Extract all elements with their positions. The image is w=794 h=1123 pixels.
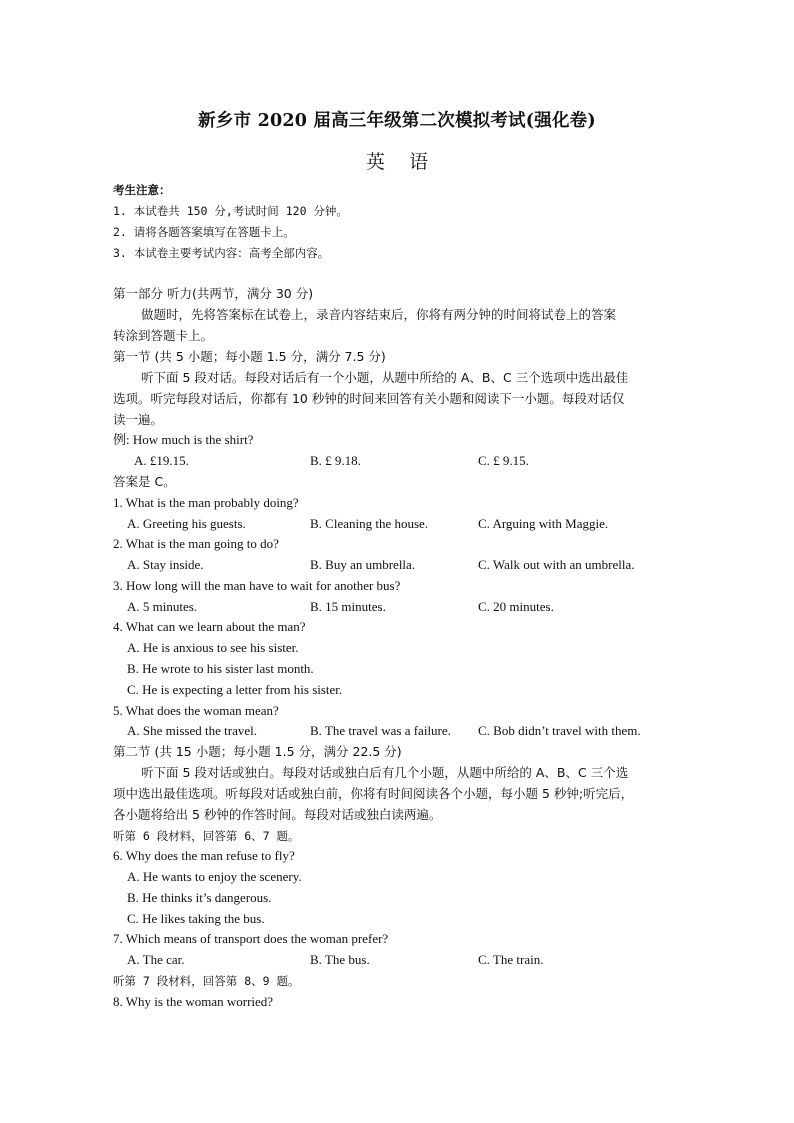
example-option-b: B. £ 9.18.	[310, 453, 361, 468]
question-2: 2. What is the man going to do?	[113, 536, 279, 551]
example-option-a: A. £19.15.	[134, 453, 189, 468]
q5-option-b: B. The travel was a failure.	[310, 723, 451, 738]
question-7: 7. Which means of transport does the woman prefer?	[113, 931, 389, 946]
part1-intro-line1: 做题时，先将答案标在试卷上，录音内容结束后，你将有两分钟的时间将试卷上的答案	[141, 307, 617, 322]
section2-heading: 第二节 (共 15 小题；每小题 1.5 分，满分 22.5 分)	[113, 744, 402, 759]
q7-option-b: B. The bus.	[310, 952, 370, 967]
question-4: 4. What can we learn about the man?	[113, 619, 306, 634]
subject-title: 英 语	[365, 151, 429, 173]
notice-heading: 考生注意：	[113, 183, 171, 197]
part1-intro-line2: 转涂到答题卡上。	[113, 328, 214, 343]
section1-heading: 第一节 (共 5 小题；每小题 1.5 分，满分 7.5 分)	[113, 349, 386, 364]
example-question: 例: How much is the shirt?	[113, 432, 254, 447]
q4-option-c: C. He is expecting a letter from his sister.	[127, 682, 343, 697]
example-option-c: C. £ 9.15.	[478, 453, 529, 468]
section1-intro-line1: 听下面 5 段对话。每段对话后有一个小题，从题中所给的 A、B、C 三个选项中选出最佳	[141, 370, 629, 385]
q7-option-a: A. The car.	[127, 952, 185, 967]
section2-intro-line2: 项中选出最佳选项。听每段对话或独白前，你将有时间阅读各个小题，每小题 5 秒钟;听完后，	[113, 786, 634, 801]
q7-option-c: C. The train.	[478, 952, 544, 967]
q6-option-b: B. He thinks it’s dangerous.	[127, 890, 272, 905]
q3-option-a: A. 5 minutes.	[127, 599, 198, 614]
notice-item-1: 1. 本试卷共 150 分,考试时间 120 分钟。	[113, 204, 348, 218]
q6-option-a: A. He wants to enjoy the scenery.	[127, 869, 302, 884]
q6-option-c: C. He likes taking the bus.	[127, 911, 265, 926]
question-3: 3. How long will the man have to wait for another bus?	[113, 578, 401, 593]
question-8: 8. Why is the woman worried?	[113, 994, 274, 1009]
q2-option-c: C. Walk out with an umbrella.	[478, 557, 635, 572]
material-7-label: 听第 7 段材料，回答第 8、9 题。	[113, 974, 300, 988]
q5-option-c: C. Bob didn’t travel with them.	[478, 723, 641, 738]
question-6: 6. Why does the man refuse to fly?	[113, 848, 295, 863]
q1-option-a: A. Greeting his guests.	[127, 516, 246, 531]
exam-title: 新乡市 2020 届高三年级第二次模拟考试(强化卷)	[198, 111, 596, 131]
part1-heading: 第一部分 听力(共两节，满分 30 分)	[113, 286, 314, 301]
notice-item-2: 2. 请将各题答案填写在答题卡上。	[113, 225, 295, 239]
example-answer: 答案是 C。	[113, 474, 176, 489]
q3-option-b: B. 15 minutes.	[310, 599, 386, 614]
section2-intro-line1: 听下面 5 段对话或独白。每段对话或独白后有几个小题，从题中所给的 A、B、C 三个选	[141, 765, 629, 780]
q4-option-a: A. He is anxious to see his sister.	[127, 640, 299, 655]
section2-intro-line3: 各小题将给出 5 秒钟的作答时间。每段对话或独白读两遍。	[113, 807, 442, 822]
q3-option-c: C. 20 minutes.	[478, 599, 554, 614]
notice-item-3: 3. 本试卷主要考试内容：高考全部内容。	[113, 246, 330, 260]
material-6-label: 听第 6 段材料，回答第 6、7 题。	[113, 829, 300, 843]
q4-option-b: B. He wrote to his sister last month.	[127, 661, 314, 676]
q1-option-b: B. Cleaning the house.	[310, 516, 429, 531]
q2-option-a: A. Stay inside.	[127, 557, 204, 572]
q5-option-a: A. She missed the travel.	[127, 723, 257, 738]
q2-option-b: B. Buy an umbrella.	[310, 557, 416, 572]
question-1: 1. What is the man probably doing?	[113, 495, 299, 510]
q1-option-c: C. Arguing with Maggie.	[478, 516, 609, 531]
question-5: 5. What does the woman mean?	[113, 703, 279, 718]
section1-intro-line2: 选项。听完每段对话后，你都有 10 秒钟的时间来回答有关小题和阅读下一小题。每段对话仅	[113, 391, 625, 406]
section1-intro-line3: 读一遍。	[113, 412, 164, 427]
